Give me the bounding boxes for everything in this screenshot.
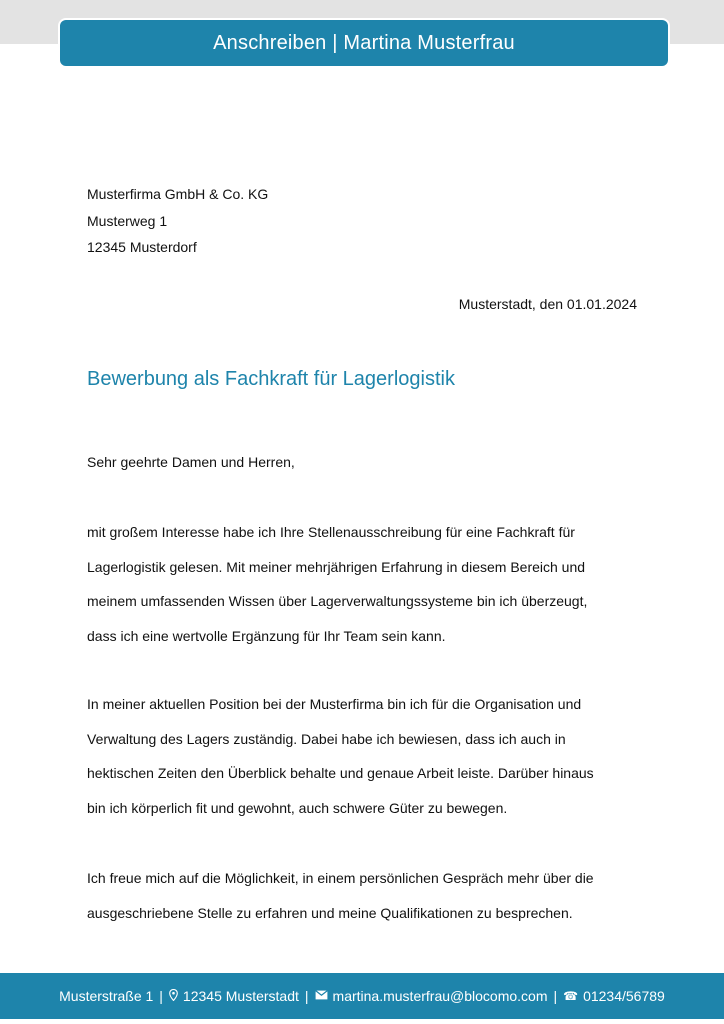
envelope-icon xyxy=(315,989,328,1003)
paragraph-line: dass ich eine wertvolle Ergänzung für Ihr Team sein kann. xyxy=(87,628,446,645)
date-line: Musterstadt, den 01.01.2024 xyxy=(458,296,637,312)
footer-separator: | xyxy=(553,988,558,1004)
salutation: Sehr geehrte Damen und Herren, xyxy=(87,454,295,470)
paragraph-1 xyxy=(87,515,647,654)
recipient-company: Musterfirma GmbH & Co. KG xyxy=(87,186,269,202)
location-icon xyxy=(169,989,178,1004)
paragraph-line: mit großem Interesse habe ich Ihre Stellenausschreibung für eine Fachkraft für xyxy=(87,524,575,540)
paragraph-line: bin ich körperlich fit und gewohnt, auch schwere Güter zu bewegen. xyxy=(87,800,508,817)
footer-separator: | xyxy=(304,988,309,1004)
paragraph-line: ausgeschriebene Stelle zu erfahren und meine Qualifikationen zu besprechen. xyxy=(87,904,573,921)
paragraph-line: Ich freue mich auf die Möglichkeit, in einem persönlichen Gespräch mehr über die xyxy=(87,870,594,886)
footer-separator: | xyxy=(159,988,163,1004)
subject-line: Bewerbung als Fachkraft für Lagerlogistik xyxy=(87,368,455,390)
header-band xyxy=(60,20,668,66)
paragraph-2 xyxy=(87,687,647,826)
footer-street: Musterstraße 1 xyxy=(59,988,154,1004)
phone-icon: ☎ xyxy=(563,989,579,1003)
document-title: Anschreiben | Martina Musterfrau xyxy=(213,31,515,54)
recipient-street: Musterweg 1 xyxy=(87,212,168,229)
recipient-city: 12345 Musterdorf xyxy=(87,239,197,255)
bottom-strip xyxy=(0,1019,724,1024)
footer-phone: 01234/56789 xyxy=(583,988,665,1004)
footer-city: 12345 Musterstadt xyxy=(182,988,299,1004)
paragraph-line: meinem umfassenden Wissen über Lagerverwaltungssysteme bin ich überzeugt, xyxy=(87,593,588,610)
footer-contact-bar xyxy=(0,973,724,1019)
paragraph-line: hektischen Zeiten den Überblick behalte und genaue Arbeit leiste. Darüber hinaus xyxy=(87,765,594,782)
paragraph-line: Lagerlogistik gelesen. Mit meiner mehrjährigen Erfahrung in diesem Bereich und xyxy=(87,558,586,575)
paragraph-3 xyxy=(87,861,647,930)
paragraph-line: In meiner aktuellen Position bei der Musterfirma bin ich für die Organisation und xyxy=(87,696,582,712)
footer-email: martina.musterfrau@blocomo.com xyxy=(332,988,548,1004)
recipient-address xyxy=(87,181,268,261)
paragraph-line: Verwaltung des Lagers zuständig. Dabei habe ich bewiesen, dass ich auch in xyxy=(87,730,566,747)
